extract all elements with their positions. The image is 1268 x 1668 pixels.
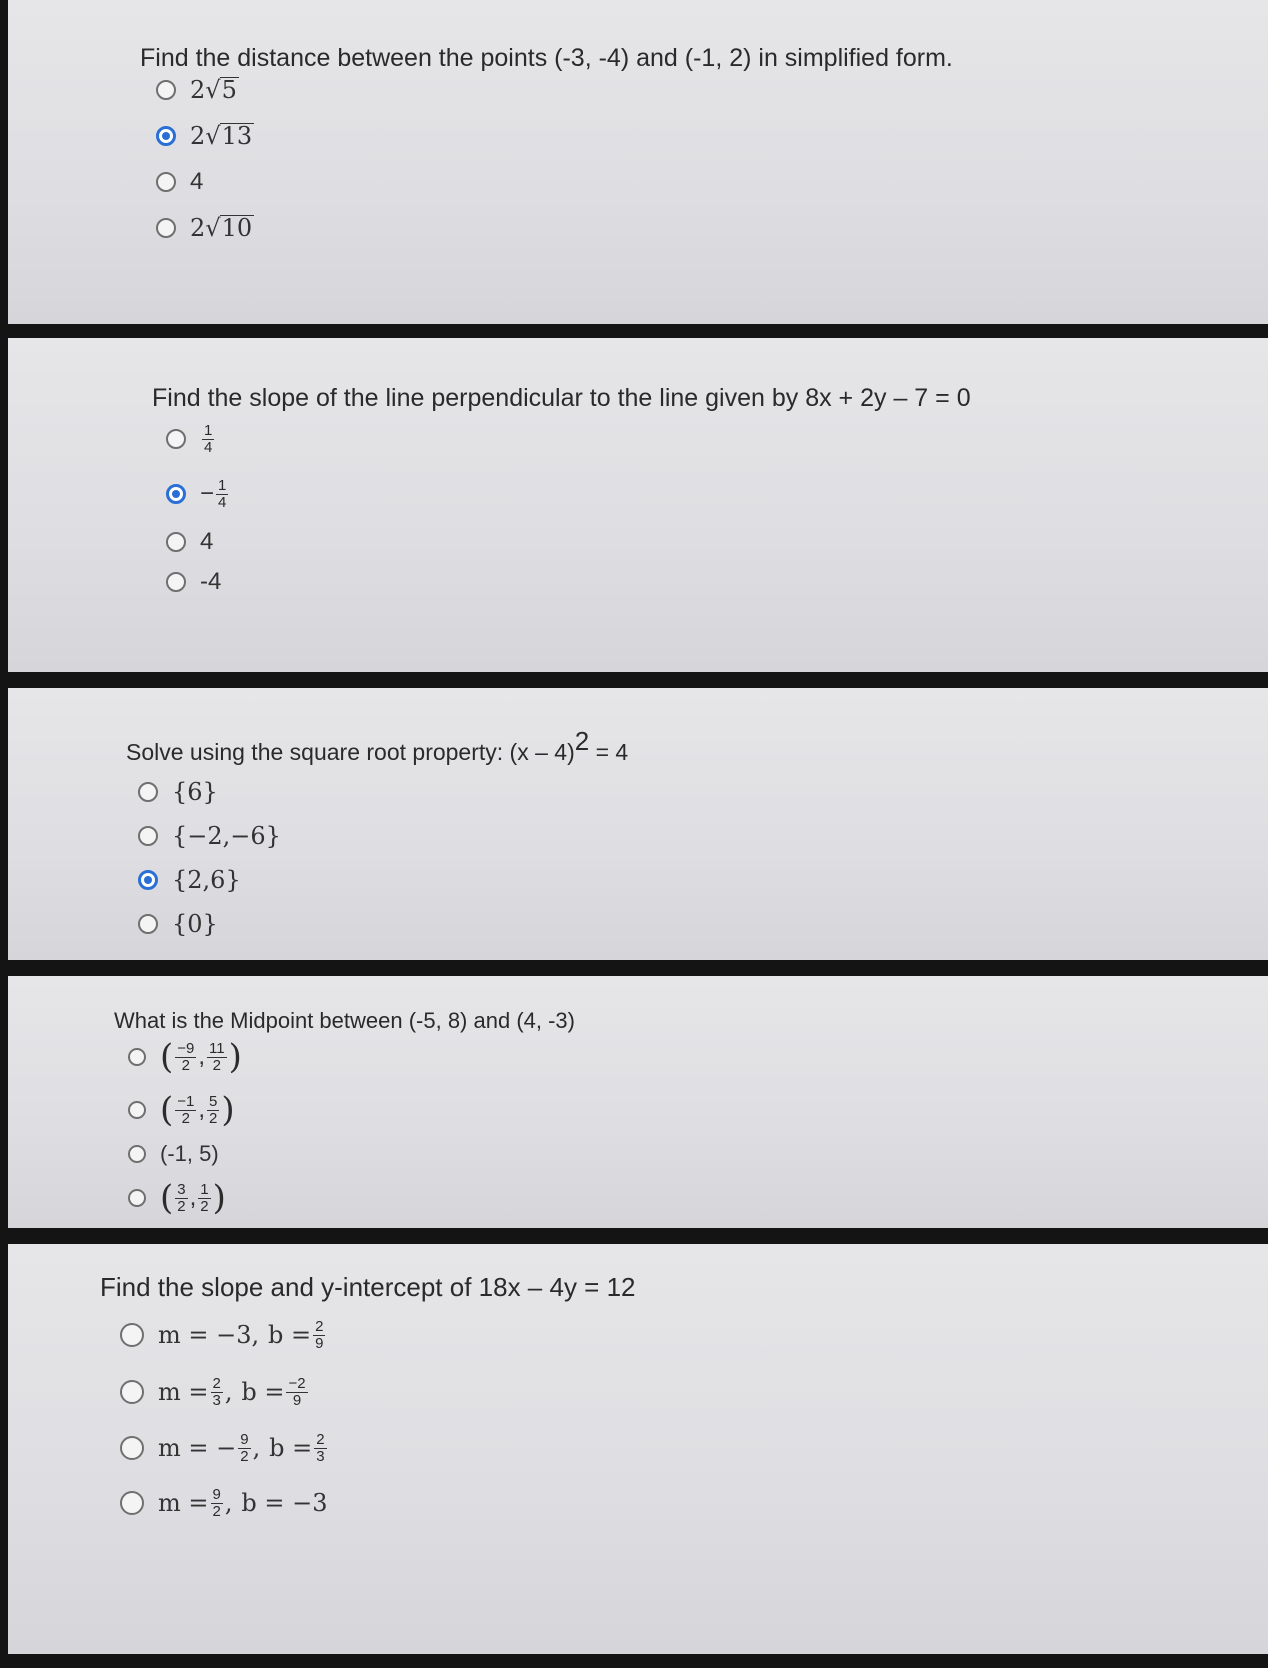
comma: ,	[189, 1184, 197, 1211]
radio-button[interactable]	[120, 1380, 144, 1404]
comma: ,	[252, 1434, 261, 1462]
radio-button[interactable]	[166, 429, 186, 449]
answer-options	[120, 1306, 329, 1530]
radio-button[interactable]	[156, 218, 176, 238]
radio-button-selected[interactable]	[138, 870, 158, 890]
right-paren: )	[228, 1037, 242, 1077]
slope-label: m = −	[158, 1434, 237, 1462]
answer-options	[128, 1030, 242, 1224]
fraction-y: $\frac{5}{2}$	[209, 1092, 218, 1127]
option-label: (-1, 5)	[160, 1141, 219, 1166]
option-a[interactable]	[128, 1030, 242, 1084]
option-d[interactable]	[166, 562, 230, 602]
comma: ,	[224, 1378, 233, 1406]
option-label: 2√10	[190, 214, 253, 242]
exponent: 2	[574, 726, 590, 756]
option-d[interactable]	[128, 1172, 242, 1224]
question-panel-4	[8, 976, 1268, 1228]
radio-button-selected[interactable]	[156, 126, 176, 146]
intercept-fraction: $\frac{2}{3}$	[316, 1430, 325, 1465]
question-panel-1	[8, 0, 1268, 324]
option-b[interactable]	[128, 1084, 242, 1136]
fraction-x: $\frac{-1}{2}$	[177, 1092, 195, 1127]
answer-options	[166, 412, 230, 602]
radio-button[interactable]	[166, 572, 186, 592]
radio-button[interactable]	[138, 914, 158, 934]
left-paren: (	[160, 1178, 174, 1218]
option-label: {0}	[172, 910, 218, 938]
radio-button[interactable]	[128, 1145, 146, 1163]
radio-button[interactable]	[156, 80, 176, 100]
option-c[interactable]	[166, 522, 230, 562]
slope-fraction: $\frac{2}{3}$	[212, 1374, 221, 1409]
option-label: 2√5	[190, 76, 237, 104]
option-a[interactable]	[138, 770, 281, 814]
left-paren: (	[160, 1090, 174, 1130]
slope-fraction: $\frac{9}{2}$	[212, 1485, 221, 1520]
question-text: Find the distance between the points (-3, -4) and (-1, 2) in simplified form.	[140, 44, 953, 72]
question-text-main: Solve using the square root property: (x – 4)	[126, 739, 575, 765]
radio-button[interactable]	[128, 1101, 146, 1119]
option-c[interactable]	[120, 1420, 329, 1476]
option-b[interactable]	[156, 110, 254, 162]
radio-button[interactable]	[166, 532, 186, 552]
radio-button[interactable]	[156, 172, 176, 192]
option-label: {6}	[172, 778, 218, 806]
comma: ,	[224, 1489, 233, 1517]
question-panel-5	[8, 1244, 1268, 1654]
comma: ,	[198, 1096, 206, 1123]
option-label: -4	[200, 568, 222, 595]
slope-fraction: $\frac{9}{2}$	[240, 1430, 249, 1465]
option-c[interactable]	[156, 162, 254, 202]
left-paren: (	[160, 1037, 174, 1077]
fraction-x: $\frac{-9}{2}$	[177, 1039, 195, 1074]
option-b[interactable]	[166, 466, 230, 522]
intercept-label: b = −3	[241, 1489, 328, 1517]
option-c[interactable]	[138, 858, 281, 902]
option-a[interactable]	[120, 1306, 329, 1364]
radio-button[interactable]	[138, 826, 158, 846]
question-text: What is the Midpoint between (-5, 8) and (4, -3)	[114, 1008, 575, 1033]
question-text: Find the slope and y-intercept of 18x – 4y = 12	[100, 1272, 636, 1302]
right-paren: )	[221, 1090, 235, 1130]
slope-label: m =	[158, 1489, 209, 1517]
radio-button[interactable]	[128, 1189, 146, 1207]
fraction-y: $\frac{11}{2}$	[209, 1039, 225, 1074]
option-d[interactable]	[138, 902, 281, 946]
fraction-x: $\frac{3}{2}$	[177, 1180, 186, 1215]
option-sign: −	[200, 480, 215, 507]
radio-button[interactable]	[120, 1323, 144, 1347]
intercept-label: b =	[241, 1378, 285, 1406]
option-c[interactable]	[128, 1136, 242, 1172]
option-b[interactable]	[120, 1364, 329, 1420]
radio-button[interactable]	[128, 1048, 146, 1066]
option-label: {−2,−6}	[172, 822, 281, 850]
question-text: Find the slope of the line perpendicular to the line given by 8x + 2y – 7 = 0	[152, 384, 971, 412]
question-text	[126, 726, 629, 767]
intercept-fraction: $\frac{-2}{9}$	[288, 1374, 306, 1409]
option-label: 4	[190, 168, 204, 195]
question-panel-3	[8, 688, 1268, 960]
radio-button-selected[interactable]	[166, 484, 186, 504]
radio-button[interactable]	[120, 1436, 144, 1460]
option-a[interactable]	[166, 412, 230, 466]
slope-label: m =	[158, 1378, 209, 1406]
option-b[interactable]	[138, 814, 281, 858]
option-d[interactable]	[156, 202, 254, 254]
intercept-fraction: $\frac{2}{9}$	[315, 1317, 324, 1352]
right-paren: )	[212, 1178, 226, 1218]
option-d[interactable]	[120, 1476, 329, 1530]
option-label: {2,6}	[172, 866, 241, 894]
fraction-y: $\frac{1}{2}$	[200, 1180, 209, 1215]
option-fraction: $\frac{1}{4}$	[204, 421, 213, 456]
radio-button[interactable]	[120, 1491, 144, 1515]
question-panel-2	[8, 338, 1268, 672]
option-fraction: $\frac{1}{4}$	[218, 476, 227, 511]
slope-label: m = −3,	[158, 1321, 260, 1349]
radio-button[interactable]	[138, 782, 158, 802]
answer-options	[156, 70, 254, 254]
intercept-label: b =	[268, 1321, 312, 1349]
option-label: 4	[200, 528, 214, 555]
intercept-label: b =	[269, 1434, 313, 1462]
option-a[interactable]	[156, 70, 254, 110]
question-text-rhs: = 4	[595, 739, 629, 765]
comma: ,	[198, 1043, 206, 1070]
option-label: 2√13	[190, 122, 253, 150]
answer-options	[138, 770, 281, 946]
